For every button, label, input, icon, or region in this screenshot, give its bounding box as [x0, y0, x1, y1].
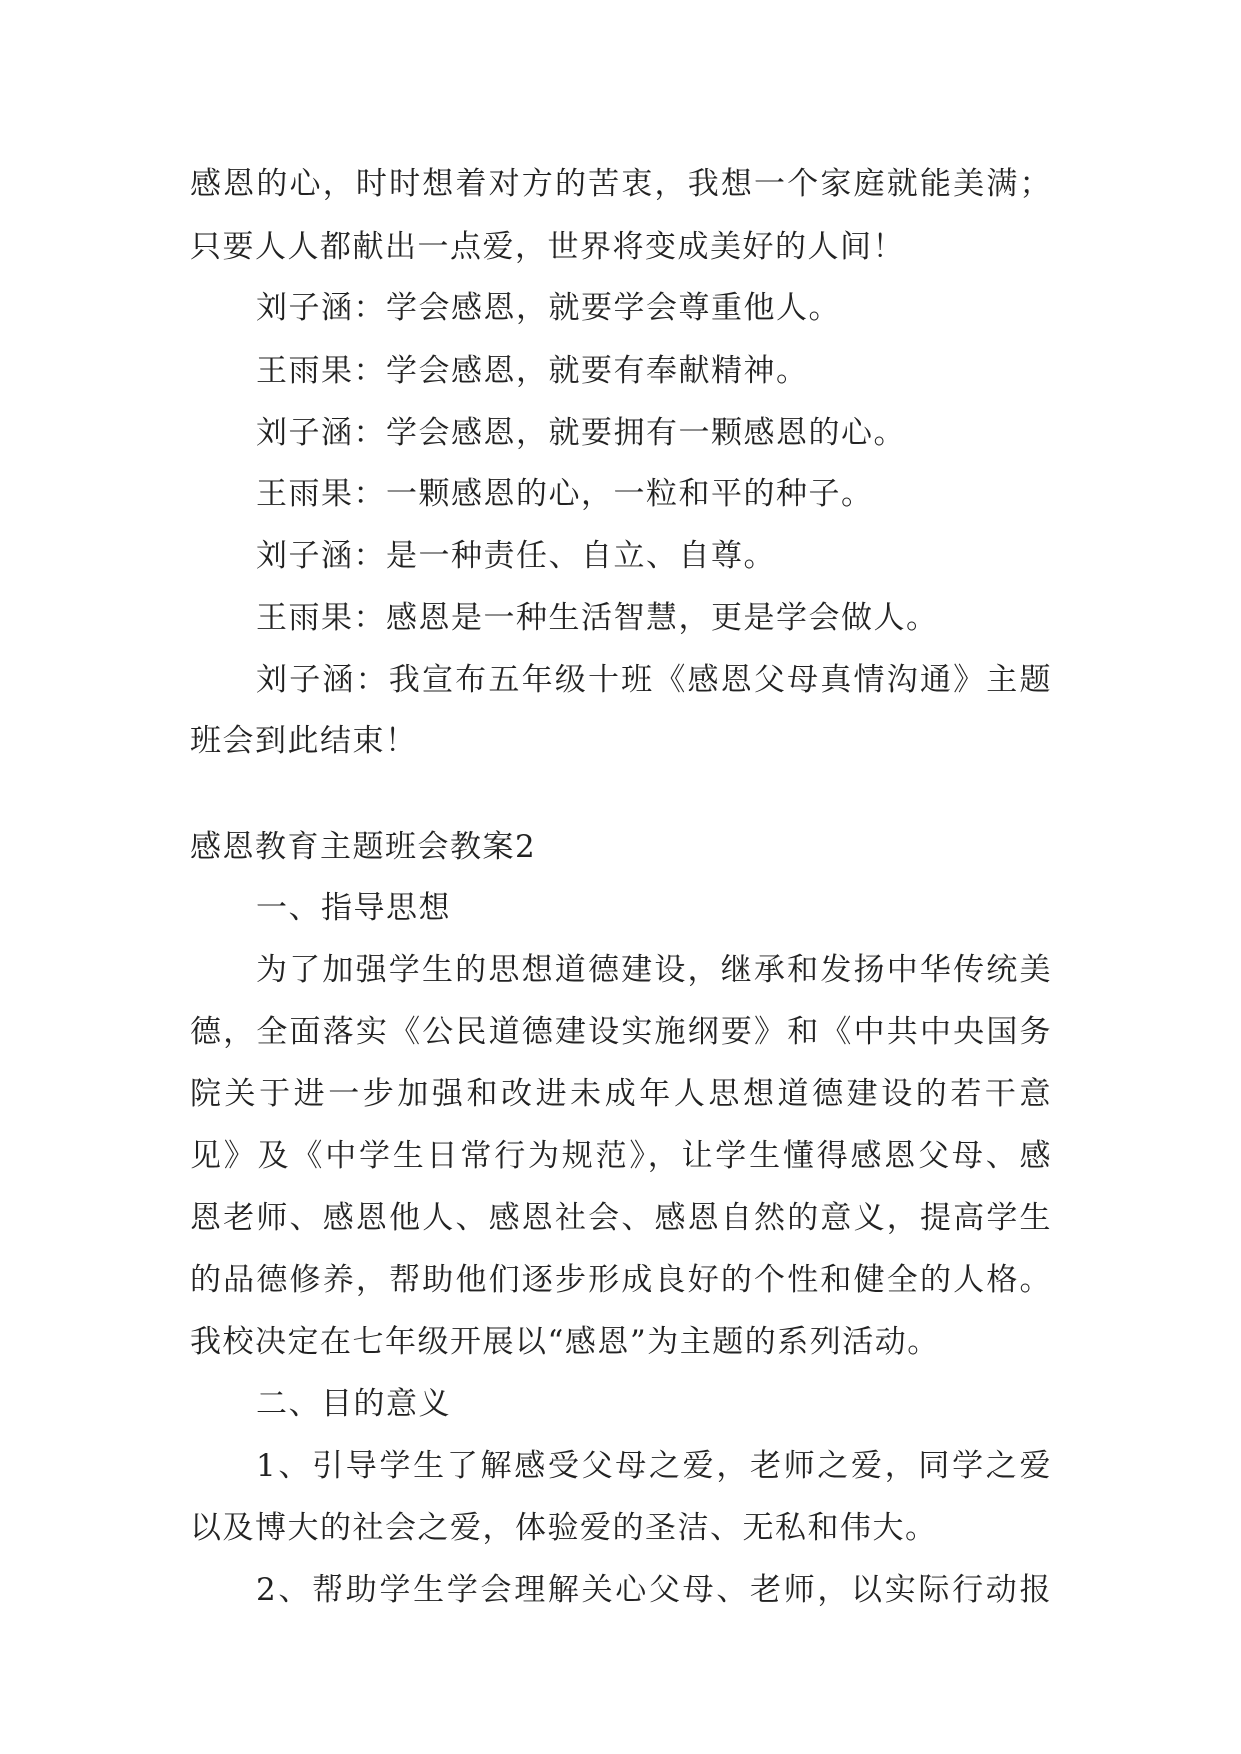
list-item-line: 1、引导学生了解感受父母之爱，老师之爱，同学之爱: [256, 1448, 1052, 1484]
paragraph-line: 我校决定在七年级开展以“感恩”为主题的系列活动。: [190, 1324, 940, 1360]
dialogue-line: 刘子涵：我宣布五年级十班《感恩父母真情沟通》主题: [256, 662, 1052, 698]
list-item-line: 2、帮助学生学会理解关心父母、老师，以实际行动报: [256, 1572, 1052, 1608]
dialogue-line: 刘子涵：学会感恩，就要拥有一颗感恩的心。: [256, 415, 906, 451]
dialogue-line: 刘子涵：学会感恩，就要学会尊重他人。: [256, 290, 841, 326]
section-heading: 二、目的意义: [256, 1386, 451, 1422]
paragraph-line: 的品德修养，帮助他们逐步形成良好的个性和健全的人格。: [190, 1262, 1052, 1298]
text-line: 只要人人都献出一点爱，世界将变成美好的人间！: [190, 229, 905, 265]
dialogue-line: 刘子涵：是一种责任、自立、自尊。: [256, 538, 776, 574]
paragraph-line: 见》及《中学生日常行为规范》，让学生懂得感恩父母、感: [190, 1138, 1052, 1174]
dialogue-line: 王雨果：感恩是一种生活智慧，更是学会做人。: [256, 600, 939, 636]
paragraph-line: 院关于进一步加强和改进未成年人思想道德建设的若干意: [190, 1076, 1052, 1112]
paragraph-line: 为了加强学生的思想道德建设，继承和发扬中华传统美: [256, 952, 1052, 988]
paragraph-line: 德，全面落实《公民道德建设实施纲要》和《中共中央国务: [190, 1014, 1052, 1050]
section-title: 感恩教育主题班会教案2: [190, 829, 537, 865]
dialogue-line: 王雨果：一颗感恩的心，一粒和平的种子。: [256, 476, 874, 512]
list-item-line: 以及博大的社会之爱，体验爱的圣洁、无私和伟大。: [190, 1510, 938, 1546]
text-line: 感恩的心，时时想着对方的苦衷，我想一个家庭就能美满；: [190, 166, 1052, 202]
section-heading: 一、指导思想: [256, 890, 451, 926]
paragraph-line: 恩老师、感恩他人、感恩社会、感恩自然的意义，提高学生: [190, 1200, 1052, 1236]
text-line: 班会到此结束！: [190, 723, 418, 759]
dialogue-line: 王雨果：学会感恩，就要有奉献精神。: [256, 353, 809, 389]
